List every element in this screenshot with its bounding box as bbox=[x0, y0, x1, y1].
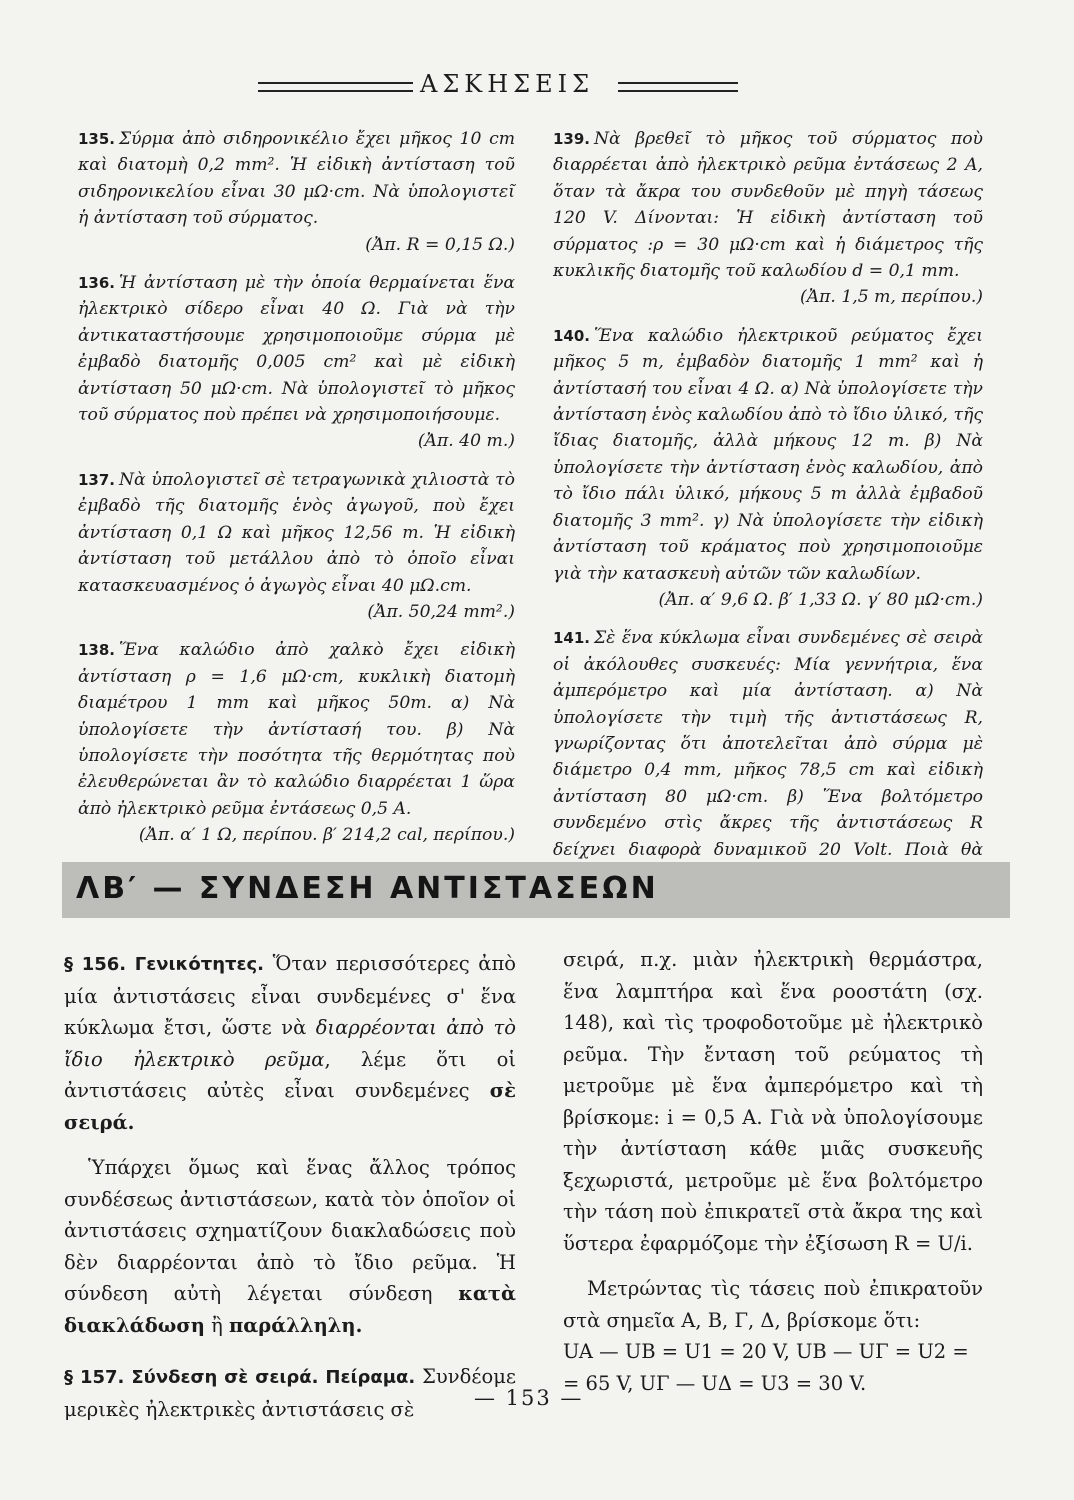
exercise-answer: (Ἀπ. 40 m.) bbox=[417, 431, 515, 452]
body-right-column bbox=[563, 944, 983, 1399]
exercise-number: 137. bbox=[78, 470, 116, 489]
text-run: Συνδέομε μερικὲς ἠλεκτρικὲς ἀντιστάσεις σὲ bbox=[64, 1365, 516, 1421]
exercise-number: 141. bbox=[553, 629, 591, 648]
exercise-answer: (Ἀπ. 1,5 m, περίπου.) bbox=[800, 287, 983, 308]
exercise-text: Ἡ ἀντίσταση μὲ τὴν ὁποία θερμαίνεται ἕνα ἠλεκτρικὸ σίδερο εἶναι 40 Ω. Γιὰ νὰ τὴν ἀντικαταστήσουμε χρησιμοποιοῦμε σύρμα μὲ ἐμβαδὸ διατομῆς 0,005 cm² καὶ μὲ εἰδικὴ ἀντίσταση 50 μΩ·cm. Νὰ ὑπολογιστεῖ τὸ μῆκος τοῦ σύρματος ποὺ πρέπει νὰ χρησιμοποιήσουμε. bbox=[78, 273, 515, 426]
exercise-number: 139. bbox=[553, 130, 591, 148]
body-paragraph: σειρά, π.χ. μιὰν ἠλεκτρικὴ θερμάστρα, ἕνα λαμπτήρα καὶ ἕνα ροοστάτη (σχ. 148), καὶ τὶς τροφοδοτοῦμε μὲ ἠλεκτρικὸ ρεῦμα. Τὴν ἔνταση τοῦ ρεύματος τὴ μετροῦμε μὲ ἕνα ἀμπερόμετρο καὶ τὴ βρίσκομε: i = 0,5 A. Γιὰ νὰ ὑπολογίσουμε τὴν ἀντίσταση κάθε μιᾶς συσκευῆς ξεχωριστά, μετροῦμε μὲ ἕνα βολτόμετρο τὴν τάση ποὺ ἐπικρατεῖ στὰ ἄκρα της καὶ ὕστερα ἐφαρμόζομε τὴν ἐξίσωση R = U/i. bbox=[563, 948, 983, 1255]
section-157-paragraph bbox=[64, 1361, 516, 1425]
section-156-paragraph bbox=[64, 948, 516, 1138]
header-title: ΑΣΚΗΣΕΙΣ bbox=[420, 70, 595, 98]
text-run: , λέμε ὅτι οἱ ἀντιστάσεις αὐτὲς εἶναι συνδεμένες bbox=[64, 1047, 516, 1102]
body-paragraph-2: Μετρώντας τὶς τάσεις ποὺ ἐπικρατοῦν στὰ σημεῖα A, B, Γ, Δ, βρίσκομε ὅτι: bbox=[563, 1277, 983, 1332]
exercise-number: 135. bbox=[78, 130, 116, 148]
text-run-italic: διαρρέονται ἀπὸ τὸ ἴδιο ἠλεκτρικὸ ρεῦμα bbox=[64, 1016, 516, 1071]
section-156-paragraph-2 bbox=[64, 1152, 516, 1341]
chapter-title: ΛΒ′ — ΣΥΝΔΕΣΗ ΑΝΤΙΣΤΑΣΕΩΝ bbox=[76, 871, 659, 906]
exercise-answer: (Ἀπ. α′ 9,6 Ω. β′ 1,33 Ω. γ′ 80 μΩ·cm.) bbox=[658, 589, 983, 610]
exercises-header bbox=[258, 70, 738, 100]
exercise-135 bbox=[78, 126, 515, 258]
exercise-text: Νὰ ὑπολογιστεῖ σὲ τετραγωνικὰ χιλιοστὰ τὸ ἐμβαδὸ τῆς διατομῆς ἑνὸς ἀγωγοῦ, ποὺ ἔχει ἀντίσταση 0,1 Ω καὶ μῆκος 12,56 m. Ἡ εἰδικὴ ἀντίσταση τοῦ μετάλλου ἀπὸ τὸ ὁποῖο εἶναι κατασκευασμένος ὁ ἀγωγὸς εἶναι 40 μΩ.cm. bbox=[78, 469, 515, 596]
exercise-text: Ἕνα καλώδιο ἠλεκτρικοῦ ρεύματος ἔχει μῆκος 5 m, ἐμβαδὸν διατομῆς 1 mm² καὶ ἡ ἀντίστασή του εἶναι 4 Ω. α) Νὰ ὑπολογίσετε τὴν ἀντίσταση ἑνὸς καλωδίου ἀπὸ τὸ ἴδιο ὑλικό, τῆς ἴδιας διατομῆς, ἀλλὰ μήκους 12 m. β) Νὰ ὑπολογίσετε τὴν ἀντίσταση ἑνὸς καλωδίου, ἀπὸ τὸ ἴδιο πάλι ὑλικό, μήκους 5 m ἀλλὰ ἐμβαδοῦ διατομῆς 3 mm². γ) Νὰ ὑπολογίσετε τὴν εἰδικὴ ἀντίσταση τοῦ κράματος ποὺ χρησιμοποιοῦμε γιὰ τὴν κατασκευὴ αὐτῶν τῶν καλωδίων. bbox=[553, 325, 983, 584]
exercise-text: Νὰ βρεθεῖ τὸ μῆκος τοῦ σύρματος ποὺ διαρρέεται ἀπὸ ἠλεκτρικὸ ρεῦμα ἐντάσεως 2 A, ὅταν τὰ ἄκρα του συνδεθοῦν μὲ πηγὴ τάσεως 120 V. Δίνονται: Ἡ εἰδικὴ ἀντίσταση τοῦ σύρματος :ρ = 30 μΩ·cm καὶ ἡ διάμετρος τῆς κυκλικῆς διατομῆς τοῦ καλωδίου d = 0,1 mm. bbox=[553, 129, 983, 282]
text-run: Ὑπάρχει ὅμως καὶ ἕνας ἄλλος τρόπος συνδέσεως ἀντιστάσεων, κατὰ τὸν ὁποῖον οἱ ἀντιστάσεις σχηματίζουν διακλαδώσεις ποὺ δὲν διαρρέονται ἀπὸ τὸ ἴδιο ρεῦμα. Ἡ σύνδεση αὐτὴ λέγεται σύνδεση bbox=[64, 1156, 516, 1305]
page-number: — 153 — bbox=[474, 1386, 584, 1410]
exercise-text: Σὲ ἕνα κύκλωμα εἶναι συνδεμένες σὲ σειρὰ οἱ ἀκόλουθες συσκευές: Μία γεννήτρια, ἕνα ἀμπερόμετρο καὶ μία ἀντίσταση. α) Νὰ ὑπολογίσετε τὴν τιμὴ τῆς ἀντιστάσεως R, γνωρίζοντας ὅτι ἀποτελεῖται ἀπὸ σύρμα μὲ διάμετρο 0,4 mm, μῆκος 78,5 cm καὶ εἰδικὴ ἀντίσταση 80 μΩ·cm. β) Ἕνα βολτόμετρο συνδεμένο στὶς ἄκρες τῆς ἀντιστάσεως R δείχνει διαφορὰ δυναμικοῦ 20 Volt. Ποιὰ θὰ bbox=[553, 628, 983, 860]
exercise-answer: (Ἀπ. 50,24 mm².) bbox=[367, 601, 515, 622]
header-rule-right bbox=[618, 82, 738, 92]
text-run-bold: κατὰ διακλάδωση bbox=[64, 1282, 516, 1337]
exercise-number: 140. bbox=[553, 326, 591, 345]
exercise-text: Ἕνα καλώδιο ἀπὸ χαλκὸ ἔχει εἰδικὴ ἀντίσταση ρ = 1,6 μΩ·cm, κυκλικὴ διατομὴ διαμέτρου 1 mm καὶ μῆκος 50m. α) Νὰ ὑπολογίσετε τὴν ἀντίστασή του. β) Νὰ ὑπολογίσετε τὴν ποσότητα τῆς θερμότητας ποὺ ἐλευθερώνεται ἂν τὸ καλώδιο διαρρέεται 1 ὥρα ἀπὸ ἠλεκτρικὸ ρεῦμα ἐντάσεως 0,5 A. bbox=[78, 640, 515, 819]
exercise-number: 138. bbox=[78, 641, 116, 660]
section-157-heading: § 157. Σύνδεση σὲ σειρά. Πείραμα. bbox=[64, 1367, 416, 1388]
text-run: ἢ bbox=[204, 1313, 229, 1337]
header-rule-left bbox=[258, 82, 413, 92]
text-run: Ὅταν περισσότερες ἀπὸ μία ἀντιστάσεις εἶναι συνδεμένες σ' ἕνα κύκλωμα ἔτσι, ὥστε νὰ bbox=[64, 952, 516, 1039]
exercise-139 bbox=[553, 126, 983, 311]
equation-line-2: = 65 V, UΓ — UΔ = U3 = 30 V. bbox=[563, 1371, 867, 1395]
chapter-banner bbox=[62, 862, 1010, 918]
text-run-bold: σὲ σειρά. bbox=[64, 1079, 516, 1134]
section-156-heading: § 156. Γενικότητες. bbox=[64, 954, 265, 975]
exercise-answer: (Ἀπ. α′ 1 Ω, περίπου. β′ 214,2 cal, περίπου.) bbox=[138, 825, 515, 846]
body-left-column bbox=[64, 948, 516, 1439]
exercise-number: 136. bbox=[78, 274, 116, 293]
exercise-140 bbox=[553, 323, 983, 613]
exercise-137 bbox=[78, 467, 515, 625]
exercise-answer: (Ἀπ. R = 0,15 Ω.) bbox=[365, 234, 515, 255]
exercise-136 bbox=[78, 270, 515, 455]
text-run-bold: παράλληλη. bbox=[228, 1313, 363, 1337]
exercises-left-column bbox=[78, 126, 515, 861]
exercise-text: Σύρμα ἀπὸ σιδηρονικέλιο ἔχει μῆκος 10 cm καὶ διατομὴ 0,2 mm². Ἡ εἰδικὴ ἀντίσταση τοῦ σιδηρονικελίου εἶναι 30 μΩ·cm. Νὰ ὑπολογιστεῖ ἡ ἀντίσταση τοῦ σύρματος. bbox=[78, 129, 515, 229]
equation-line-1: UA — UB = U1 = 20 V, UB — UΓ = U2 = bbox=[563, 1340, 969, 1363]
exercises-right-column bbox=[553, 126, 983, 928]
exercise-138 bbox=[78, 637, 515, 848]
